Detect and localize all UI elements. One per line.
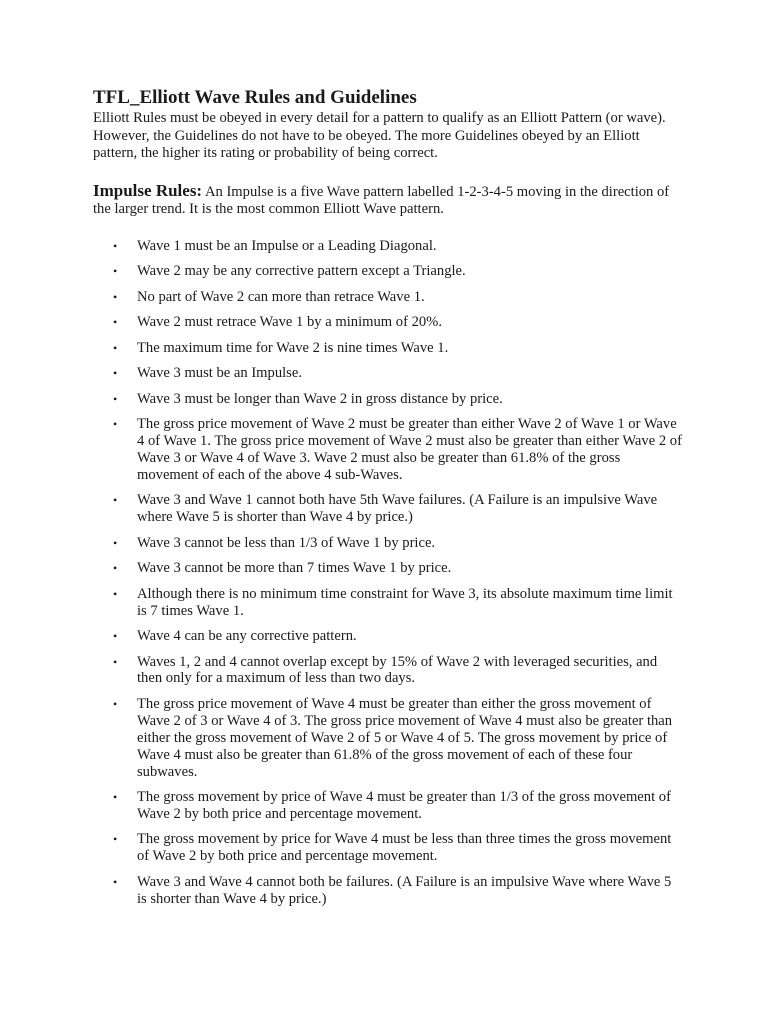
rule-item bbox=[93, 874, 683, 908]
bullet-icon: • bbox=[113, 586, 118, 601]
bullet-icon: • bbox=[113, 629, 118, 644]
bullet-icon: • bbox=[113, 535, 118, 550]
rule-item bbox=[93, 340, 683, 357]
rule-text: The gross price movement of Wave 2 must be greater than either Wave 2 of Wave 1 or Wave 4 of Wave 1. The gross price movement of Wave 2 must also be greater than either Wave 2 of Wave 3 or Wave 4 of Wave 3. Wave 2 must also be greater than 61.8% of the gross movement of each of the above 4 sub-Waves. bbox=[137, 416, 682, 483]
rule-text: Wave 2 may be any corrective pattern except a Triangle. bbox=[137, 263, 466, 279]
bullet-icon: • bbox=[113, 366, 118, 380]
bullet-icon: • bbox=[113, 790, 118, 805]
rule-text: Wave 3 must be longer than Wave 2 in gross distance by price. bbox=[137, 390, 503, 407]
document-page bbox=[93, 86, 683, 916]
rule-item bbox=[93, 831, 683, 865]
rule-item bbox=[93, 560, 683, 577]
rule-item bbox=[93, 238, 683, 255]
rule-item bbox=[93, 289, 683, 306]
rule-text: No part of Wave 2 can more than retrace Wave 1. bbox=[137, 288, 425, 305]
rule-item bbox=[93, 535, 683, 552]
bullet-icon: • bbox=[113, 340, 118, 355]
bullet-icon: • bbox=[113, 264, 118, 278]
rule-item bbox=[93, 365, 683, 382]
bullet-icon: • bbox=[113, 696, 118, 711]
rule-item bbox=[93, 391, 683, 408]
bullet-icon: • bbox=[113, 315, 118, 329]
rule-text: The gross price movement of Wave 4 must be greater than either the gross movement of Wave 2 of 3 or Wave 4 of 3. The gross price movement of Wave 4 must also be greater than either the gross movement of Wave 2 of 5 or Wave 4 of 5. The gross movement by price of Wave 4 must also be greater than 61.8% of the gross movement of each of these four subwaves. bbox=[137, 695, 673, 780]
intro-paragraph: Elliott Rules must be obeyed in every detail for a pattern to qualify as an Elliott Pattern (or wave). However, the Guidelines do not have to be obeyed. The more Guidelines obeyed by an Elliott pattern, the higher its rating or probability of being correct. bbox=[93, 110, 666, 161]
impulse-heading: Impulse Rules: bbox=[93, 180, 203, 200]
bullet-icon: • bbox=[113, 561, 118, 576]
rule-item bbox=[93, 654, 683, 688]
rule-text: The gross movement by price of Wave 4 must be greater than 1/3 of the gross movement of Wave 2 by both price and percentage movement. bbox=[137, 789, 671, 822]
bullet-icon: • bbox=[113, 493, 118, 508]
rule-text: Waves 1, 2 and 4 cannot overlap except by 15% of Wave 2 with leveraged securities, and then only for a maximum of less than two days. bbox=[137, 653, 658, 687]
rule-item bbox=[93, 696, 683, 781]
rule-text: Although there is no minimum time constraint for Wave 3, its absolute maximum time limit is 7 times Wave 1. bbox=[137, 585, 673, 619]
bullet-icon: • bbox=[113, 654, 118, 669]
rule-text: Wave 1 must be an Impulse or a Leading Diagonal. bbox=[137, 237, 437, 254]
rule-item bbox=[93, 263, 683, 280]
rule-text: Wave 3 cannot be more than 7 times Wave 1 by price. bbox=[137, 560, 452, 577]
impulse-description: An Impulse is a five Wave pattern labelled 1-2-3-4-5 moving in the direction of the larger trend. It is the most common Elliott Wave pattern. bbox=[93, 183, 670, 217]
rule-item bbox=[93, 492, 683, 526]
document-title: TFL_Elliott Wave Rules and Guidelines bbox=[93, 87, 417, 108]
rule-text: Wave 3 and Wave 4 cannot both be failures. (A Failure is an impulsive Wave where Wave 5 is shorter than Wave 4 by price.) bbox=[137, 873, 672, 907]
bullet-icon: • bbox=[113, 289, 118, 304]
bullet-icon: • bbox=[113, 832, 118, 847]
rules-list bbox=[93, 238, 683, 908]
bullet-icon: • bbox=[113, 238, 118, 253]
rule-item bbox=[93, 789, 683, 823]
rule-item bbox=[93, 628, 683, 645]
bullet-icon: • bbox=[113, 391, 118, 406]
rule-text: Wave 3 cannot be less than 1/3 of Wave 1 by price. bbox=[137, 534, 436, 551]
rule-text: Wave 3 must be an Impulse. bbox=[137, 365, 302, 381]
rule-item bbox=[93, 314, 683, 331]
rule-text: Wave 4 can be any corrective pattern. bbox=[137, 628, 357, 645]
bullet-icon: • bbox=[113, 874, 118, 889]
rule-text: Wave 2 must retrace Wave 1 by a minimum of 20%. bbox=[137, 314, 442, 330]
rule-text: Wave 3 and Wave 1 cannot both have 5th Wave failures. (A Failure is an impulsive Wave where Wave 5 is shorter than Wave 4 by price.) bbox=[137, 492, 658, 526]
impulse-section bbox=[93, 182, 683, 219]
bullet-icon: • bbox=[113, 417, 118, 431]
rule-text: The maximum time for Wave 2 is nine times Wave 1. bbox=[137, 339, 449, 356]
rule-text: The gross movement by price for Wave 4 must be less than three times the gross movement of Wave 2 by both price and percentage movement. bbox=[137, 831, 672, 865]
rule-item bbox=[93, 586, 683, 620]
rule-item bbox=[93, 416, 683, 484]
